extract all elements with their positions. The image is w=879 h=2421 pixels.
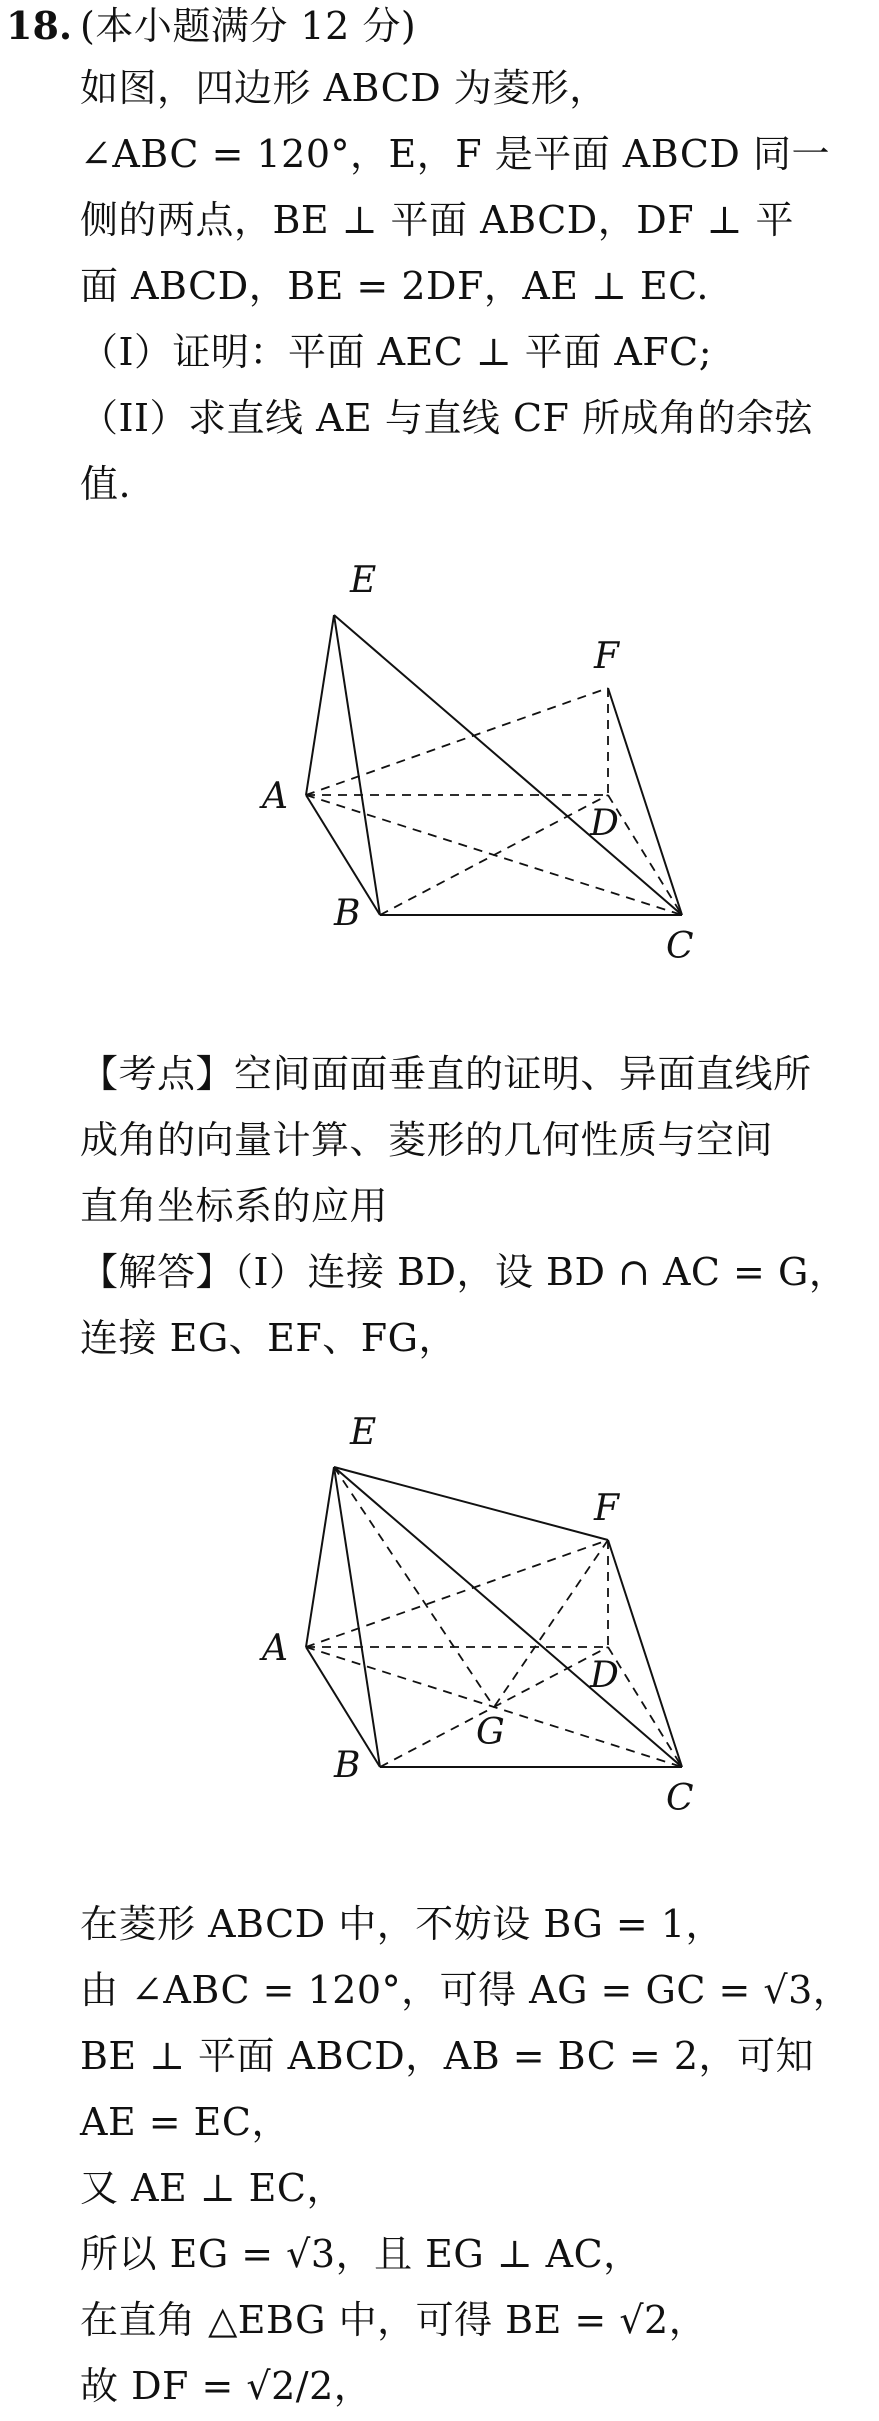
- question-line: 值.: [80, 462, 132, 506]
- figure-2-diagram: [0, 1392, 879, 1832]
- edge-EA: [306, 615, 334, 795]
- analysis-line: 连接 EG、EF、FG，: [80, 1316, 458, 1360]
- solution-line: 所以 EG = √3，且 EG ⊥ AC，: [80, 2232, 642, 2276]
- solution-line: AE = EC，: [80, 2100, 290, 2144]
- question-line: 如图，四边形 ABCD 为菱形，: [80, 66, 608, 110]
- question-line: ∠ABC = 120°，E，F 是平面 ABCD 同一: [80, 132, 830, 176]
- edge-AF: [306, 688, 608, 795]
- label-C: C: [666, 1778, 694, 1819]
- question-header: (本小题满分 12 分): [80, 4, 417, 48]
- analysis-line: 【考点】空间面面垂直的证明、异面直线所: [80, 1052, 812, 1096]
- label-B: B: [334, 1745, 361, 1786]
- label-E: E: [350, 560, 377, 601]
- solution-line: 在直角 △EBG 中，可得 BE = √2，: [80, 2298, 708, 2342]
- edge-BD: [380, 795, 608, 915]
- question-line: （I）证明：平面 AEC ⊥ 平面 AFC;: [80, 330, 713, 374]
- question-number: 18.: [6, 3, 73, 48]
- edge-DC: [608, 795, 682, 915]
- solution-line: 故 DF = √2/2，: [80, 2364, 373, 2408]
- label-D: D: [590, 1655, 619, 1696]
- edge-AF: [306, 1540, 608, 1647]
- analysis-line: 直角坐标系的应用: [80, 1184, 389, 1228]
- edge-FC: [608, 688, 682, 915]
- analysis-line: 成角的向量计算、菱形的几何性质与空间: [80, 1118, 774, 1162]
- edge-EB: [334, 615, 380, 915]
- label-C: C: [666, 926, 694, 967]
- edge-EB: [334, 1467, 380, 1767]
- solution-line: 由 ∠ABC = 120°，可得 AG = GC = √3，: [80, 1968, 852, 2012]
- label-A: A: [262, 776, 288, 817]
- edge-EC: [334, 1467, 682, 1767]
- figure-1-diagram: [0, 540, 879, 980]
- analysis-line: 【解答】（I）连接 BD，设 BD ∩ AC = G，: [80, 1250, 848, 1294]
- edge-EA: [306, 1467, 334, 1647]
- label-F: F: [594, 1488, 619, 1529]
- label-D: D: [590, 803, 619, 844]
- solution-line: 又 AE ⊥ EC，: [80, 2166, 345, 2210]
- question-line: （II）求直线 AE 与直线 CF 所成角的余弦: [80, 396, 813, 440]
- question-line: 侧的两点，BE ⊥ 平面 ABCD，DF ⊥ 平: [80, 198, 794, 242]
- question-line: 面 ABCD，BE = 2DF，AE ⊥ EC.: [80, 264, 709, 308]
- label-F: F: [594, 636, 619, 677]
- edge-DC: [608, 1647, 682, 1767]
- label-A: A: [262, 1628, 288, 1669]
- label-G: G: [476, 1712, 505, 1753]
- edge-EC: [334, 615, 682, 915]
- solution-line: 在菱形 ABCD 中，不妨设 BG = 1，: [80, 1902, 725, 1946]
- solution-line: BE ⊥ 平面 ABCD，AB = BC = 2，可知: [80, 2034, 814, 2078]
- edge-FC: [608, 1540, 682, 1767]
- label-B: B: [334, 893, 361, 934]
- label-E: E: [350, 1412, 377, 1453]
